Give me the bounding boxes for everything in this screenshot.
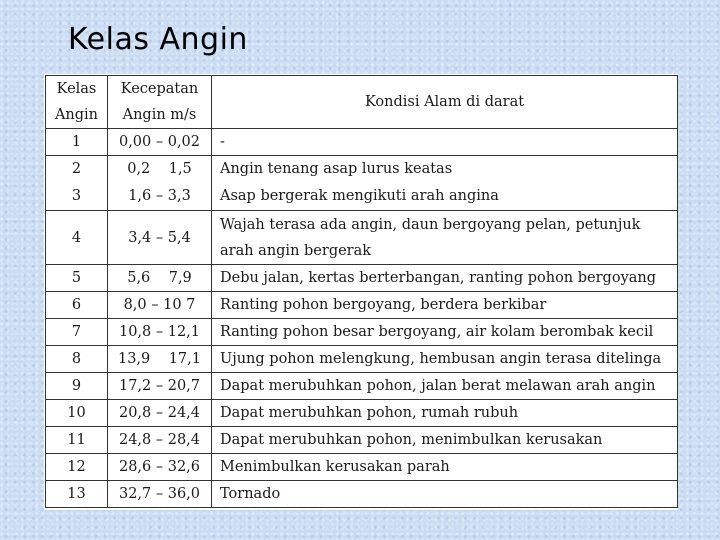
cell-kecepatan: 24,8 – 28,4 [108, 427, 212, 454]
cell-kecepatan: 28,6 – 32,6 [108, 454, 212, 481]
cell-kondisi: Angin tenang asap lurus keatas [220, 161, 453, 177]
table-row [46, 373, 678, 400]
header-kondisi: Kondisi Alam di darat [212, 76, 678, 129]
cell-kondisi: Dapat merubuhkan pohon, rumah rubuh [212, 400, 678, 427]
cell-kondisi: Dapat merubuhkan pohon, jalan berat melawan arah angin [212, 373, 678, 400]
cell-kecepatan: 32,7 – 36,0 [108, 481, 212, 508]
cell-kecepatan: 1,6 – 3,3 [128, 188, 191, 204]
cell-kecepatan: 17,2 – 20,7 [108, 373, 212, 400]
table-row-pair [46, 156, 678, 211]
cell-kelas: 10 [46, 400, 108, 427]
cell-kecepatan: 0,00 – 0,02 [108, 129, 212, 156]
cell-kelas: 1 [46, 129, 108, 156]
cell-kecepatan: 20,8 – 24,4 [108, 400, 212, 427]
cell-kondisi: Ranting pohon besar bergoyang, air kolam berombak kecil [212, 319, 678, 346]
table-row [46, 427, 678, 454]
cell-kelas: 13 [46, 481, 108, 508]
cell-kecepatan: 8,0 – 10 7 [108, 292, 212, 319]
cell-kelas: 11 [46, 427, 108, 454]
table-row [46, 346, 678, 373]
header-kecepatan [108, 76, 212, 129]
cell-kondisi: Asap bergerak mengikuti arah angina [220, 188, 499, 204]
cell-kondisi: - [212, 129, 678, 156]
cell-kelas: 12 [46, 454, 108, 481]
header-kelas-line1: Kelas [56, 81, 97, 97]
header-kelas-line2: Angin [54, 107, 99, 123]
wind-class-table [45, 75, 678, 508]
table-row [46, 454, 678, 481]
cell-kelas: 2 [71, 161, 82, 177]
cell-kecepatan: 5,6 7,9 [108, 265, 212, 292]
cell-kondisi: Wajah terasa ada angin, daun bergoyang pelan, petunjuk arah angin bergerak [212, 211, 678, 265]
cell-kelas: 6 [46, 292, 108, 319]
cell-kelas: 3 [71, 188, 82, 204]
cell-kondisi: Ranting pohon bergoyang, berdera berkibar [212, 292, 678, 319]
cell-kelas-pair [46, 156, 108, 211]
cell-kondisi-pair [212, 156, 678, 211]
table-row [46, 319, 678, 346]
cell-kecepatan: 3,4 – 5,4 [108, 211, 212, 265]
cell-kelas: 9 [46, 373, 108, 400]
cell-kecepatan-pair [108, 156, 212, 211]
cell-kelas: 4 [46, 211, 108, 265]
cell-kelas: 8 [46, 346, 108, 373]
cell-kelas: 5 [46, 265, 108, 292]
wind-class-table-image [44, 74, 678, 510]
table-row [46, 400, 678, 427]
table-row [46, 129, 678, 156]
table-row [46, 481, 678, 508]
cell-kelas: 7 [46, 319, 108, 346]
header-kecepatan-line1: Kecepatan [120, 81, 199, 97]
cell-kondisi: Tornado [212, 481, 678, 508]
table-row [46, 292, 678, 319]
table-row [46, 211, 678, 265]
header-row [46, 76, 678, 129]
cell-kecepatan: 10,8 – 12,1 [108, 319, 212, 346]
cell-kecepatan: 0,2 1,5 [127, 161, 192, 177]
cell-kondisi: Dapat merubuhkan pohon, menimbulkan kerusakan [212, 427, 678, 454]
header-kelas [46, 76, 108, 129]
cell-kecepatan: 13,9 17,1 [108, 346, 212, 373]
cell-kondisi: Ujung pohon melengkung, hembusan angin terasa ditelinga [212, 346, 678, 373]
header-kecepatan-line2: Angin m/s [122, 107, 197, 123]
cell-kondisi: Menimbulkan kerusakan parah [212, 454, 678, 481]
slide-title: Kelas Angin [68, 22, 248, 57]
cell-kondisi: Debu jalan, kertas berterbangan, ranting pohon bergoyang [212, 265, 678, 292]
table-row [46, 265, 678, 292]
